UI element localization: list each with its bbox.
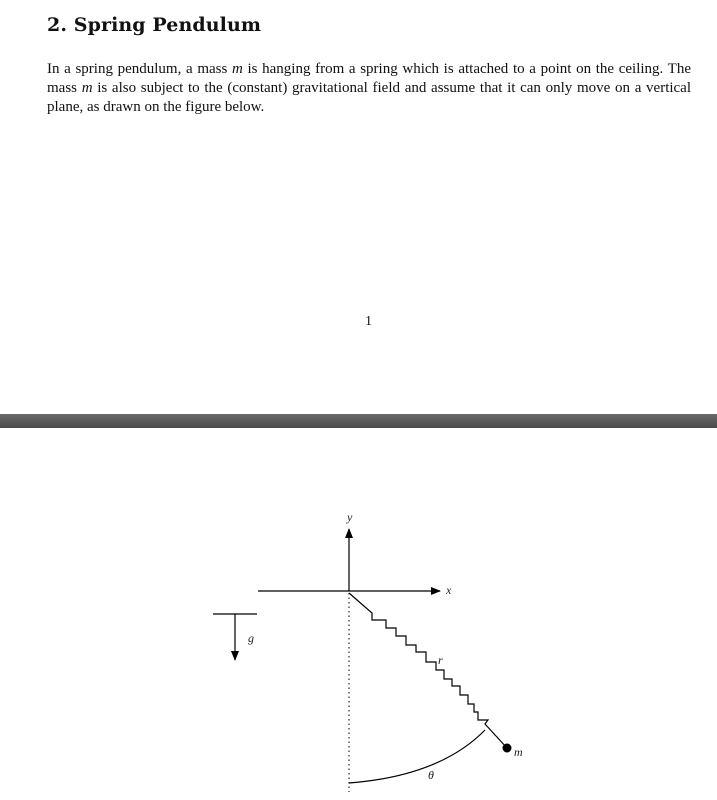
section-title: 2. Spring Pendulum [47, 14, 262, 36]
y-axis-label: y [347, 510, 353, 524]
page-number: 1 [365, 314, 372, 329]
mass-variable: m [231, 61, 243, 77]
angle-arc [349, 730, 485, 783]
intro-text-2: is hanging from a spring which is attached to a point on the ceiling. The mass [47, 61, 691, 96]
spring-pendulum-figure [0, 428, 717, 800]
gravity-label: g⃗ [248, 631, 264, 645]
page-separator [0, 414, 717, 428]
spring [349, 593, 507, 748]
intro-paragraph [47, 60, 691, 117]
intro-text-1: In a spring pendulum, a mass [47, 61, 232, 77]
angle-label: θ [428, 768, 434, 782]
mass-bob [503, 744, 512, 753]
spring-length-label: r [438, 653, 443, 667]
pdf-page-2 [0, 428, 717, 800]
intro-text-3: is also subject to the (constant) gravitational field and assume that it can only move on a vertical plane, as drawn on the figure below. [47, 80, 692, 115]
mass-label: m [514, 745, 523, 759]
mass-variable: m [81, 80, 93, 96]
x-axis-label: x [446, 583, 452, 597]
